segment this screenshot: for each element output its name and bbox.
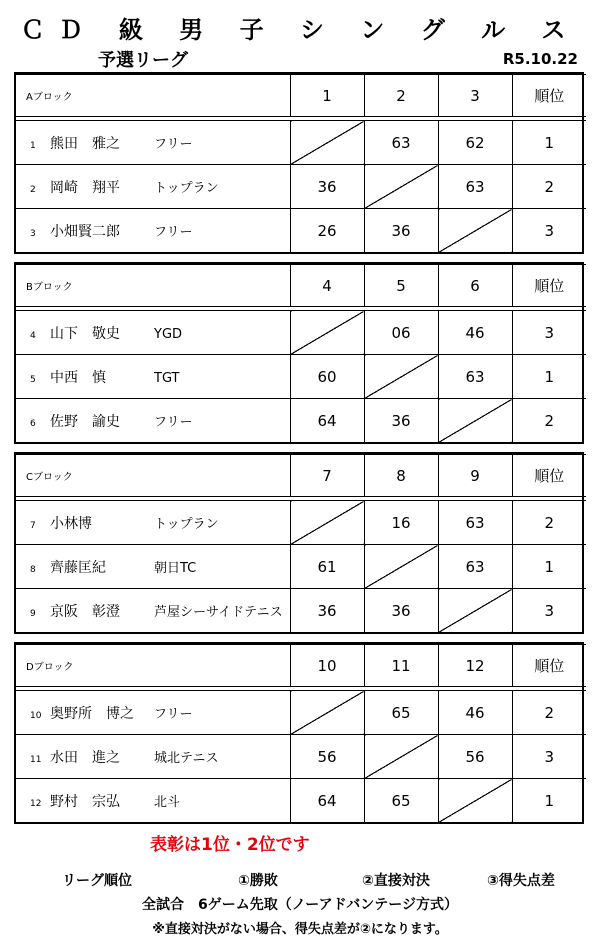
column-header: 10: [290, 645, 364, 687]
score-cell: 16: [364, 501, 438, 545]
self-match-cell: [290, 691, 364, 735]
player-number: 2: [30, 184, 36, 195]
player-cell: [16, 779, 290, 823]
score-cell: 36: [290, 165, 364, 209]
score-cell: 36: [364, 589, 438, 633]
score-cell: 46: [438, 691, 512, 735]
score-cell: 36: [364, 209, 438, 253]
player-number: 7: [30, 520, 36, 531]
table-row: [16, 121, 586, 165]
score-cell: 63: [364, 121, 438, 165]
player-cell: [16, 355, 290, 399]
player-number: 4: [30, 330, 36, 341]
self-match-cell: [364, 545, 438, 589]
player-name: 山下 敬史: [50, 325, 120, 342]
score-cell: 26: [290, 209, 364, 253]
score-cell: 63: [438, 545, 512, 589]
column-header: 3: [438, 75, 512, 117]
player-name: 小畑賢二郎: [50, 223, 120, 240]
player-club: 北斗: [154, 794, 181, 810]
rank-cell: 3: [512, 311, 586, 355]
score-cell: 63: [438, 501, 512, 545]
rank-cell: 2: [512, 165, 586, 209]
player-cell: [16, 589, 290, 633]
self-match-cell: [364, 735, 438, 779]
column-header: 9: [438, 455, 512, 497]
player-number: 8: [30, 564, 36, 575]
table-row: [16, 399, 586, 443]
score-cell: 36: [364, 399, 438, 443]
rank-cell: 1: [512, 779, 586, 823]
column-header: 6: [438, 265, 512, 307]
column-header: 7: [290, 455, 364, 497]
player-cell: [16, 399, 290, 443]
self-match-cell: [290, 311, 364, 355]
player-name: 岡崎 翔平: [50, 179, 120, 196]
player-cell: [16, 691, 290, 735]
player-name: 京阪 彰澄: [50, 603, 120, 620]
player-cell: [16, 545, 290, 589]
player-club: トップラン: [154, 180, 219, 196]
player-cell: [16, 311, 290, 355]
self-match-cell: [438, 589, 512, 633]
player-club: フリー: [154, 706, 193, 722]
rank-cell: 2: [512, 399, 586, 443]
player-name: 熊田 雅之: [50, 135, 120, 152]
player-club: フリー: [154, 224, 193, 240]
self-match-cell: [438, 399, 512, 443]
player-club: トップラン: [154, 516, 219, 532]
block-label: Cブロック: [16, 455, 290, 497]
player-name: 小林博: [50, 515, 92, 532]
score-cell: 61: [290, 545, 364, 589]
player-name: 中西 慎: [50, 369, 106, 386]
criteria-head-to-head: ②直接対決: [362, 873, 430, 889]
self-match-cell: [290, 501, 364, 545]
player-club: 城北テニス: [154, 750, 219, 766]
rank-header: 順位: [512, 265, 586, 307]
player-cell: [16, 501, 290, 545]
table-row: [16, 165, 586, 209]
player-number: 1: [30, 140, 36, 151]
footnote: ※直接対決がない場合、得失点差が②になります。: [152, 922, 448, 937]
rank-cell: 2: [512, 501, 586, 545]
rank-header: 順位: [512, 75, 586, 117]
page-subtitle: 予選リーグ: [98, 50, 188, 71]
player-club: 芦屋シーサイドテニス: [154, 604, 283, 620]
player-club: フリー: [154, 136, 193, 152]
rank-cell: 1: [512, 121, 586, 165]
player-number: 12: [30, 798, 42, 809]
score-cell: 06: [364, 311, 438, 355]
column-header: 8: [364, 455, 438, 497]
table-row: [16, 545, 586, 589]
match-format: 全試合 6ゲーム先取（ノーアドバンテージ方式）: [141, 897, 459, 913]
self-match-cell: [438, 779, 512, 823]
rank-cell: 2: [512, 691, 586, 735]
table-row: [16, 311, 586, 355]
league-rank-label: リーグ順位: [62, 873, 132, 889]
self-match-cell: [364, 355, 438, 399]
column-header: 5: [364, 265, 438, 307]
table-row: [16, 735, 586, 779]
rank-cell: 1: [512, 355, 586, 399]
player-club: YGD: [154, 326, 183, 342]
player-name: 齊藤匡紀: [50, 559, 106, 576]
event-date: R5.10.22: [502, 50, 578, 68]
table-row: [16, 589, 586, 633]
player-name: 奥野所 博之: [50, 705, 134, 722]
table-row: [16, 779, 586, 823]
criteria-game-diff: ③得失点差: [487, 873, 555, 889]
block-label: Aブロック: [16, 75, 290, 117]
player-number: 11: [30, 754, 42, 765]
player-number: 9: [30, 608, 36, 619]
score-cell: 56: [290, 735, 364, 779]
player-number: 10: [30, 710, 42, 721]
rank-header: 順位: [512, 645, 586, 687]
rank-cell: 3: [512, 735, 586, 779]
column-header: 12: [438, 645, 512, 687]
award-notice: 表彰は1位・2位です: [150, 835, 310, 855]
score-cell: 63: [438, 355, 512, 399]
block-table: [14, 262, 584, 444]
page-title: ＣＤ 級 男 子 シ ン グ ル ス: [20, 16, 580, 44]
player-club: フリー: [154, 414, 193, 430]
column-header: 4: [290, 265, 364, 307]
score-cell: 64: [290, 779, 364, 823]
score-cell: 64: [290, 399, 364, 443]
rank-cell: 3: [512, 209, 586, 253]
column-header: 11: [364, 645, 438, 687]
score-cell: 63: [438, 165, 512, 209]
self-match-cell: [290, 121, 364, 165]
rank-cell: 3: [512, 589, 586, 633]
player-club: TGT: [154, 370, 180, 386]
score-cell: 36: [290, 589, 364, 633]
criteria-wins: ①勝敗: [238, 873, 278, 889]
block-table: [14, 452, 584, 634]
table-row: [16, 209, 586, 253]
self-match-cell: [438, 209, 512, 253]
score-cell: 60: [290, 355, 364, 399]
player-club: 朝日TC: [154, 560, 197, 576]
column-header: 1: [290, 75, 364, 117]
player-cell: [16, 735, 290, 779]
score-cell: 56: [438, 735, 512, 779]
block-label: Dブロック: [16, 645, 290, 687]
player-number: 6: [30, 418, 36, 429]
block-table: [14, 642, 584, 824]
column-header: 2: [364, 75, 438, 117]
block-label: Bブロック: [16, 265, 290, 307]
table-row: [16, 355, 586, 399]
score-cell: 65: [364, 691, 438, 735]
rank-header: 順位: [512, 455, 586, 497]
score-cell: 65: [364, 779, 438, 823]
player-cell: [16, 165, 290, 209]
rank-cell: 1: [512, 545, 586, 589]
score-cell: 62: [438, 121, 512, 165]
block-table: [14, 72, 584, 254]
player-number: 5: [30, 374, 36, 385]
player-number: 3: [30, 228, 36, 239]
self-match-cell: [364, 165, 438, 209]
player-cell: [16, 209, 290, 253]
player-cell: [16, 121, 290, 165]
table-row: [16, 501, 586, 545]
player-name: 水田 進之: [50, 749, 120, 766]
player-name: 野村 宗弘: [50, 793, 120, 810]
score-cell: 46: [438, 311, 512, 355]
table-row: [16, 691, 586, 735]
player-name: 佐野 諭史: [50, 413, 120, 430]
